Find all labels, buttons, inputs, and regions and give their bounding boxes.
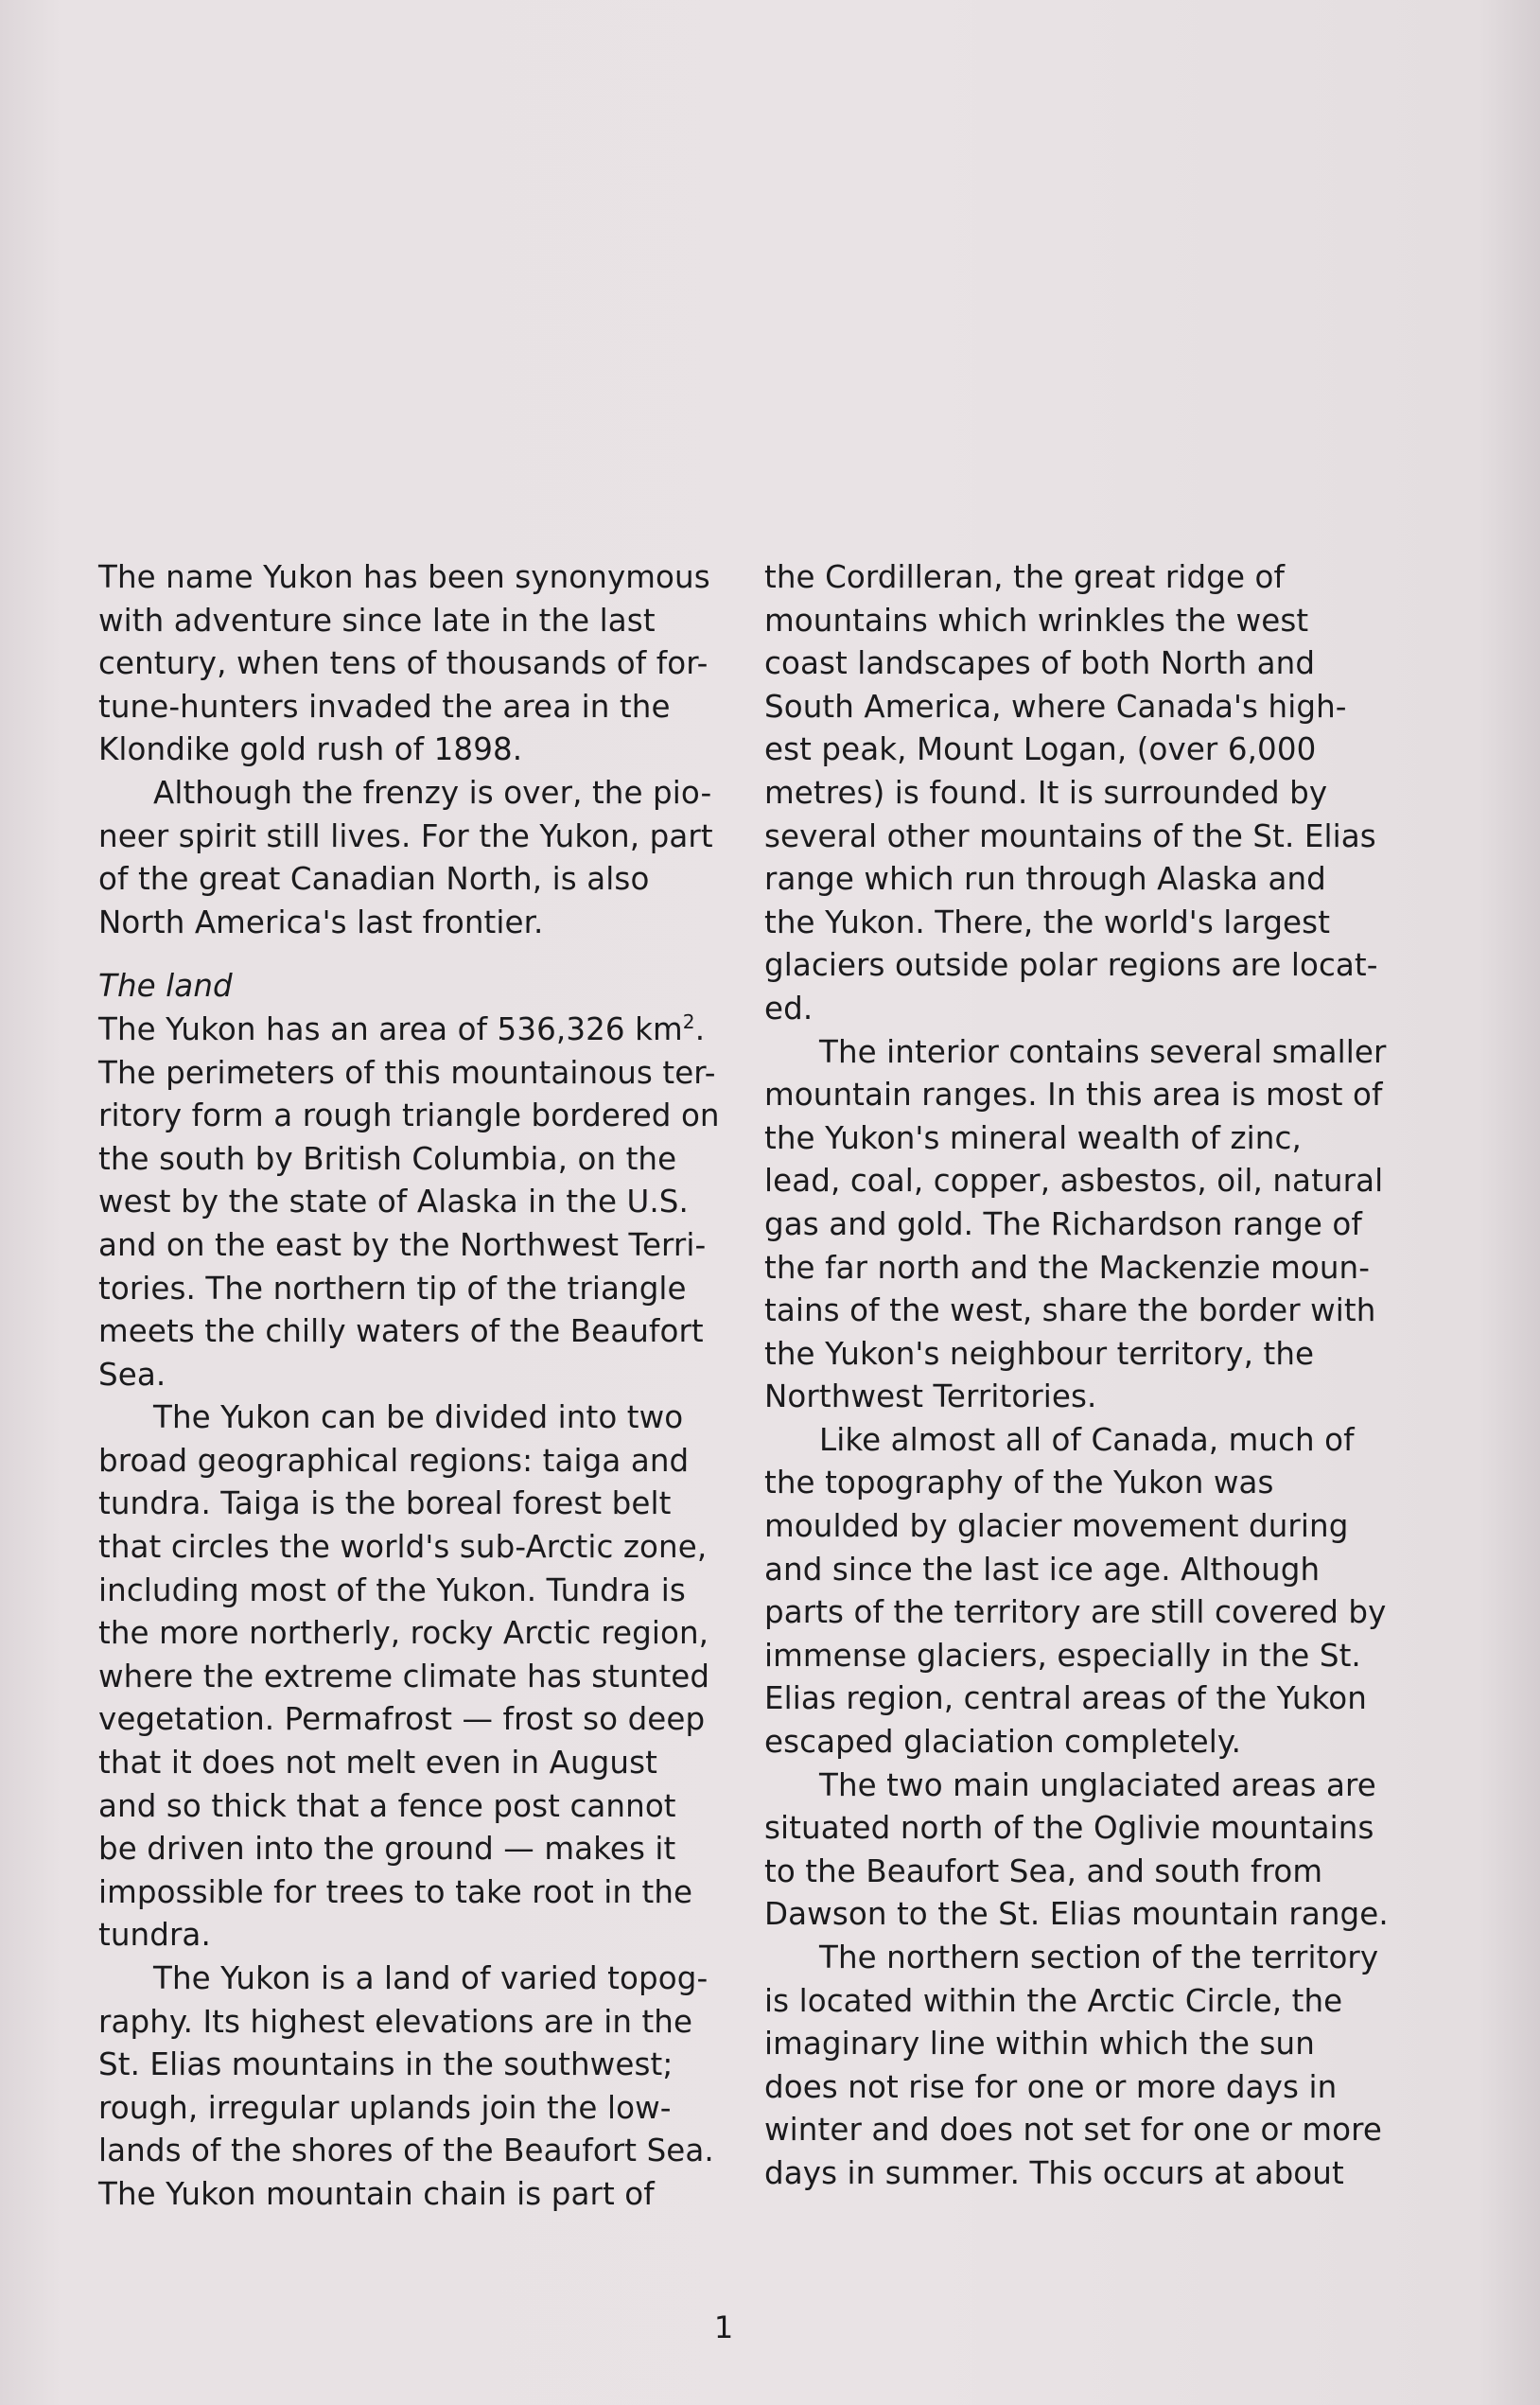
text-line: [98, 2130, 732, 2173]
text-line: [98, 1483, 732, 1526]
text-line: [764, 1549, 1408, 1592]
text-line-content: the south by British Columbia, on the: [98, 1140, 677, 1177]
text-line: [764, 1980, 1408, 2024]
text-line-content: rough, irregular uplands join the low-: [98, 2089, 672, 2126]
text-line-content: Sea.: [98, 1356, 166, 1393]
text-line-content: Although the frenzy is over, the pio-: [153, 774, 712, 811]
text-line-content: The land: [98, 968, 233, 1005]
text-line: [98, 1354, 732, 1397]
text-line: [98, 1698, 732, 1742]
text-line-content: situated north of the Oglivie mountains: [764, 1810, 1374, 1847]
text-line: [98, 772, 732, 816]
text-line: [764, 686, 1408, 729]
text-line-content: west by the state of Alaska in the U.S.: [98, 1184, 689, 1220]
text-line: [98, 1526, 732, 1570]
text-line: [764, 642, 1408, 686]
text-line-suffix: .: [694, 1010, 706, 1047]
text-line: [764, 1203, 1408, 1247]
text-line: [764, 1419, 1408, 1463]
text-line: [98, 1181, 732, 1224]
text-line-content: of the great Canadian North, is also: [98, 861, 650, 898]
text-line-content: The Yukon mountain chain is part of: [98, 2175, 655, 2212]
text-line-content: The two main unglaciated areas are: [819, 1766, 1376, 1803]
text-line-content: and on the east by the Northwest Terri-: [98, 1226, 707, 1263]
text-line-content: lands of the shores of the Beaufort Sea.: [98, 2133, 714, 2169]
text-line-content: The northern section of the territory: [819, 1940, 1379, 1975]
text-line: [98, 2087, 732, 2131]
text-line: [98, 556, 732, 600]
text-line: [764, 1031, 1408, 1075]
text-line-content: meets the chilly waters of the Beaufort: [98, 1313, 704, 1350]
text-line: [98, 1138, 732, 1182]
text-line-content: The Yukon has an area of 536,326 km: [98, 1010, 683, 1047]
text-line: [98, 2044, 732, 2087]
text-line-content: The Yukon can be divided into two: [153, 1399, 684, 1436]
text-line: [764, 944, 1408, 988]
text-line: [764, 1591, 1408, 1635]
text-line-content: tories. The northern tip of the triangle: [98, 1270, 687, 1307]
text-line: [98, 1396, 732, 1440]
page-number: 1: [713, 2309, 734, 2345]
text-line-content: Northwest Territories.: [764, 1378, 1097, 1415]
text-line: [764, 1937, 1408, 1980]
text-line-content: including most of the Yukon. Tundra is: [98, 1571, 686, 1608]
text-line: [764, 1462, 1408, 1505]
text-line: [764, 1333, 1408, 1377]
superscript: 2: [682, 1010, 695, 1034]
text-line-content: be driven into the ground — makes it: [98, 1831, 676, 1868]
text-line: [98, 642, 732, 686]
text-line-content: the Cordilleran, the great ridge of: [764, 559, 1286, 595]
text-line: [764, 1721, 1408, 1764]
text-line: [764, 729, 1408, 772]
text-line: [764, 2109, 1408, 2152]
text-line-content: with adventure since late in the last: [98, 602, 656, 639]
text-line: [98, 1570, 732, 1613]
text-line: [98, 1957, 732, 2001]
text-line-content: that circles the world's sub-Arctic zone,: [98, 1529, 708, 1566]
text-line-content: ritory form a rough triangle bordered on: [98, 1097, 720, 1134]
text-line: [764, 2023, 1408, 2066]
text-line-content: Dawson to the St. Elias mountain range.: [764, 1896, 1389, 1933]
text-line-content: impossible for trees to take root in the: [98, 1873, 693, 1910]
text-line-content: several other mountains of the St. Elias: [764, 817, 1376, 854]
text-line: [764, 1807, 1408, 1851]
text-line-content: North America's last frontier.: [98, 904, 544, 940]
text-line: [98, 1742, 732, 1785]
text-line-content: that it does not melt even in August: [98, 1745, 657, 1782]
text-line: [98, 1656, 732, 1699]
text-line: [764, 902, 1408, 945]
text-line-content: ed.: [764, 990, 814, 1027]
text-line: [98, 1871, 732, 1915]
text-line: [764, 1074, 1408, 1117]
text-line-content: imaginary line within which the sun: [764, 2026, 1315, 2063]
text-line: [764, 2152, 1408, 2196]
text-line: [98, 1310, 732, 1354]
text-line-content: The interior contains several smaller: [819, 1033, 1387, 1070]
text-line: [98, 1914, 732, 1957]
text-line-content: the Yukon. There, the world's largest: [764, 904, 1331, 940]
text-line: [98, 600, 732, 643]
text-line: [764, 858, 1408, 902]
text-line: [764, 1117, 1408, 1161]
text-line-content: tune-hunters invaded the area in the: [98, 688, 671, 725]
text-line: [98, 816, 732, 859]
text-line-content: the Yukon's mineral wealth of zinc,: [764, 1119, 1302, 1156]
left-text-column: [98, 556, 732, 2217]
text-line-content: to the Beaufort Sea, and south from: [764, 1852, 1323, 1889]
text-line: [98, 1052, 732, 1096]
section-heading: [98, 965, 732, 1009]
text-line-content: the more northerly, rocky Arctic region,: [98, 1615, 709, 1652]
text-line: [764, 816, 1408, 859]
text-line-content: does not rise for one or more days in: [764, 2068, 1338, 2105]
text-line-content: metres) is found. It is surrounded by: [764, 774, 1328, 811]
text-line: [764, 1505, 1408, 1549]
text-line: [98, 1224, 732, 1268]
text-line-content: escaped glaciation completely.: [764, 1724, 1242, 1761]
text-line-content: the Yukon's neighbour territory, the: [764, 1335, 1315, 1372]
text-line: [98, 1785, 732, 1829]
text-line-content: coast landscapes of both North and: [764, 645, 1316, 682]
text-line-content: The name Yukon has been synonymous: [98, 559, 710, 595]
text-line: [98, 1095, 732, 1138]
text-line: [98, 1612, 732, 1656]
text-line-content: St. Elias mountains in the southwest;: [98, 2046, 674, 2083]
text-line: [764, 772, 1408, 816]
text-line: [98, 686, 732, 729]
text-line-content: winter and does not set for one or more: [764, 2112, 1382, 2149]
text-line: [98, 2173, 732, 2217]
text-line: [98, 2001, 732, 2045]
text-line-content: moulded by glacier movement during: [764, 1508, 1349, 1545]
text-line: [98, 858, 732, 902]
text-line: [98, 902, 732, 945]
text-line-content: tundra. Taiga is the boreal forest belt: [98, 1485, 672, 1522]
text-line-content: Elias region, central areas of the Yukon: [764, 1680, 1367, 1717]
text-line-content: tundra.: [98, 1917, 211, 1954]
text-line: [98, 1268, 732, 1311]
text-line-content: Klondike gold rush of 1898.: [98, 731, 523, 768]
text-line: [764, 556, 1408, 600]
text-line: [764, 1764, 1408, 1808]
text-line-content: immense glaciers, especially in the St.: [764, 1637, 1361, 1674]
text-line-content: Like almost all of Canada, much of: [819, 1421, 1355, 1458]
text-line-content: est peak, Mount Logan, (over 6,000: [764, 731, 1317, 768]
text-line: [764, 1635, 1408, 1678]
right-text-column: [764, 556, 1408, 2196]
text-line: [764, 1247, 1408, 1290]
text-line-content: raphy. Its highest elevations are in the: [98, 2003, 693, 2040]
text-line: [764, 1290, 1408, 1333]
text-line-content: The perimeters of this mountainous ter-: [98, 1054, 716, 1091]
text-line-content: parts of the territory are still covered by: [764, 1594, 1387, 1631]
text-line-content: tains of the west, share the border with: [764, 1292, 1376, 1329]
text-line: [764, 1851, 1408, 1894]
text-line-content: glaciers outside polar regions are locat-: [764, 947, 1378, 984]
text-line: [764, 600, 1408, 643]
text-line: [764, 1376, 1408, 1419]
text-line-content: The Yukon is a land of varied topog-: [153, 1960, 709, 1996]
text-line-content: is located within the Arctic Circle, the: [764, 1982, 1343, 2019]
text-line-content: range which run through Alaska and: [764, 861, 1326, 898]
text-line: [98, 729, 732, 772]
text-line-content: days in summer. This occurs at about: [764, 2154, 1344, 2191]
text-line-content: where the extreme climate has stunted: [98, 1658, 710, 1694]
text-line: [98, 1828, 732, 1871]
text-line: [98, 1009, 732, 1052]
text-line-content: and since the last ice age. Although: [764, 1551, 1321, 1588]
text-line-content: vegetation. Permafrost — frost so deep: [98, 1701, 706, 1738]
text-line-content: neer spirit still lives. For the Yukon, part: [98, 817, 713, 854]
text-line-content: the topography of the Yukon was: [764, 1465, 1274, 1501]
text-line: [764, 1160, 1408, 1203]
text-line-content: gas and gold. The Richardson range of: [764, 1205, 1362, 1242]
text-line: [764, 988, 1408, 1031]
text-line-content: lead, coal, copper, asbestos, oil, natural: [764, 1163, 1384, 1200]
text-line: [764, 2066, 1408, 2110]
text-line-content: the far north and the Mackenzie moun-: [764, 1249, 1371, 1286]
text-line-content: mountain ranges. In this area is most of: [764, 1077, 1383, 1114]
text-line-content: century, when tens of thousands of for-: [98, 645, 709, 682]
text-line-content: and so thick that a fence post cannot: [98, 1787, 676, 1824]
text-line: [98, 1440, 732, 1483]
text-line: [764, 1677, 1408, 1721]
text-line-content: broad geographical regions: taiga and: [98, 1442, 690, 1479]
text-line-content: South America, where Canada's high-: [764, 688, 1347, 725]
text-line-content: mountains which wrinkles the west: [764, 602, 1309, 639]
text-line: [764, 1893, 1408, 1937]
